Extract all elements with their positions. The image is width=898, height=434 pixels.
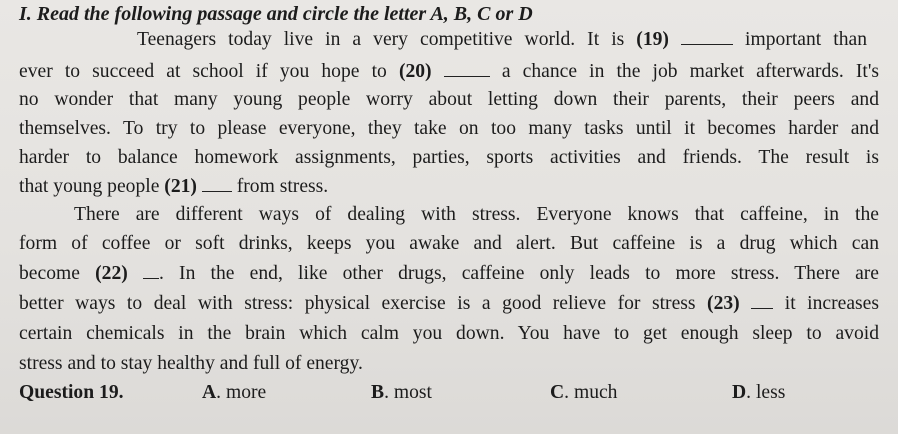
question-label: Question 19. xyxy=(19,382,124,403)
option-letter: D xyxy=(732,382,747,403)
passage-text: become xyxy=(19,263,96,284)
option-text: less xyxy=(755,382,786,403)
option-letter: A xyxy=(202,382,217,403)
passage-line: themselves. To try to please everyone, they take on too many tasks until it becomes harder and xyxy=(19,118,879,139)
passage-line: stress and to stay healthy and full of energy. xyxy=(19,353,363,374)
answer-blank-22[interactable] xyxy=(143,263,159,279)
passage-line: There are different ways of dealing with stress. Everyone knows that caffeine, in the xyxy=(74,204,879,225)
question-number-22: (22) xyxy=(95,263,128,284)
option-dot: . xyxy=(384,382,394,403)
option-letter: C xyxy=(550,382,565,403)
option-c[interactable] xyxy=(550,382,617,404)
question-number-23: (23) xyxy=(707,293,740,314)
answer-blank-21[interactable] xyxy=(202,176,232,192)
passage-line xyxy=(19,292,879,316)
passage-line xyxy=(19,262,879,286)
answer-blank-19[interactable] xyxy=(681,29,733,45)
passage-line: no wonder that many young people worry about letting down their parents, their peers and xyxy=(19,89,879,110)
option-d[interactable] xyxy=(732,382,785,404)
passage-line: certain chemicals in the brain which calm you down. You have to get enough sleep to avoid xyxy=(19,323,879,344)
section-heading: I. Read the following passage and circle the letter A, B, C or D xyxy=(19,3,533,25)
question-number-19: (19) xyxy=(636,29,669,50)
passage-text: better ways to deal with stress: physical exercise is a good relieve for stress xyxy=(19,293,708,314)
question-number-21: (21) xyxy=(164,176,197,197)
passage-line: harder to balance homework assignments, parties, sports activities and friends. The result is xyxy=(19,147,879,168)
answer-blank-20[interactable] xyxy=(444,61,490,77)
option-dot: . xyxy=(564,382,574,403)
passage-text: . In the end, like other drugs, caffeine only leads to more stress. There are xyxy=(158,263,879,284)
passage-line: form of coffee or soft drinks, keeps you awake and alert. But caffeine is a drug which can xyxy=(19,233,879,254)
option-text: much xyxy=(573,382,618,403)
answer-blank-23[interactable] xyxy=(751,293,773,309)
passage-text: Teenagers today live in a very competitive world. It is xyxy=(137,29,637,50)
question-number-20: (20) xyxy=(398,61,432,82)
option-letter: B xyxy=(371,382,385,403)
option-dot: . xyxy=(216,382,226,403)
passage-text: it increases xyxy=(773,293,879,314)
passage-text: ever to succeed at school if you hope to xyxy=(19,61,399,82)
passage-text: a chance in the job market afterwards. It's xyxy=(489,61,879,82)
passage-line xyxy=(137,28,867,52)
passage-line xyxy=(19,60,879,84)
passage-text: that young people xyxy=(19,176,165,197)
passage-text: important than xyxy=(733,29,867,50)
option-text: most xyxy=(393,382,432,403)
option-b[interactable] xyxy=(371,382,432,404)
passage-text: from stress. xyxy=(231,176,329,197)
question-19-row xyxy=(19,382,879,408)
option-dot: . xyxy=(746,382,756,403)
option-a[interactable] xyxy=(202,382,266,404)
passage-line xyxy=(19,175,328,199)
option-text: more xyxy=(225,382,267,403)
